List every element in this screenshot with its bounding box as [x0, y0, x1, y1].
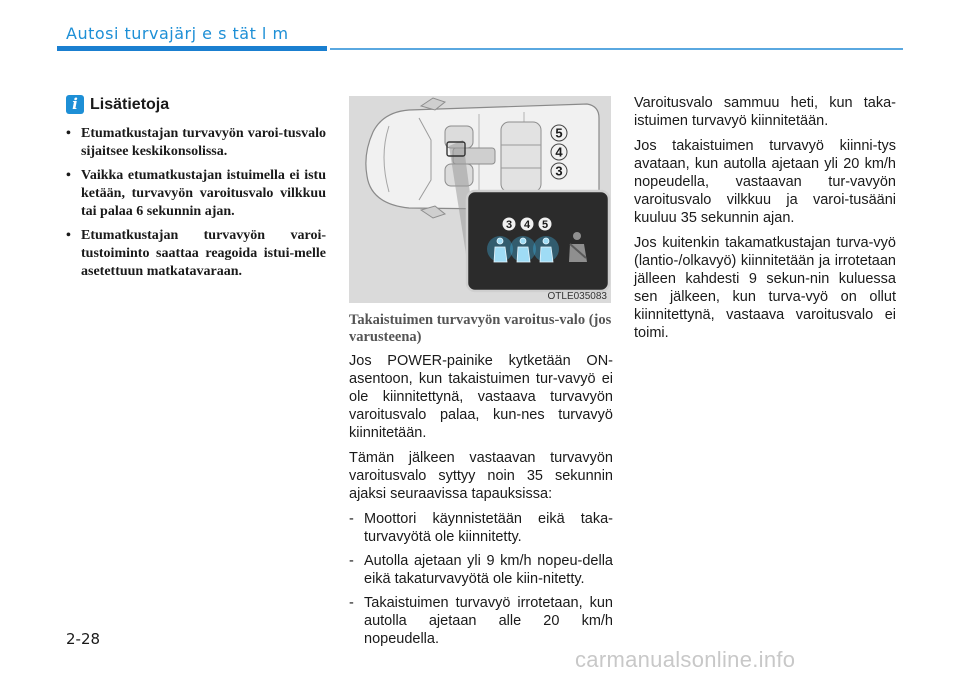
- list-item-text: Takaistuimen turvavyö irrotetaan, kun autolla ajetaan alle 20 km/h nopeudella.: [364, 595, 613, 647]
- watermark: carmanualsonline.info: [575, 647, 796, 672]
- info-heading: [66, 95, 169, 114]
- bullet-text: Vaikka etumatkustajan istuimella ei istu ketään, turvavyön varoitusvalo vilkkuu tai palaa 6 sekunnin ajan.: [81, 168, 326, 219]
- bullet-text: Etumatkustajan turvavyön varoi-tustoiminto saattaa reagoida istui-melle asetettuun matkatavaraan.: [81, 228, 326, 279]
- bullet-dot: •: [66, 168, 71, 183]
- seatbelt-icon: [494, 247, 507, 262]
- info-bullet: [66, 227, 326, 281]
- bullet-text: Etumatkustajan turvavyön varoi-tusvalo sijaitsee keskikonsolissa.: [81, 126, 326, 159]
- seatbelt-figure: [349, 96, 611, 303]
- seatbelt-icon: [517, 247, 530, 262]
- seatbelt-icon: [520, 238, 526, 244]
- panel-number-5: 5: [541, 219, 549, 231]
- rear-seatbelt-icons: [487, 236, 559, 262]
- bullet-dot: •: [66, 126, 71, 141]
- seatbelt-warning-panel: [467, 191, 609, 291]
- paragraph: Varoitusvalo sammuu heti, kun taka-istuimen turvavyö kiinnitetään.: [634, 95, 896, 129]
- seatbelt-icon: [497, 238, 503, 244]
- panel-number-4: 4: [523, 219, 531, 231]
- info-title: Lisätietoja: [90, 95, 170, 113]
- info-bullet: [66, 167, 326, 221]
- dash-mark: -: [349, 553, 354, 569]
- list-item-text: Autolla ajetaan yli 9 km/h nopeu-della eikä takaturvavyötä ole kiin-nitetty.: [364, 553, 613, 587]
- seat-number-3: 3: [555, 163, 563, 179]
- paragraph: Jos kuitenkin takamatkustajan turva-vyö (lantio-/olkavyö) kiinnitetään ja irrotetaan jälleen kahdesti 9 sekun-nin kuluessa sen jälkeen, kun turva-vyö on ollut kiinnitettynä, vastaava varoitusvalo ei toimi.: [634, 235, 896, 341]
- middle-column: [349, 312, 613, 654]
- seat-number-4: 4: [555, 144, 563, 160]
- bullet-dot: •: [66, 228, 71, 243]
- car-illustration: [349, 96, 611, 303]
- paragraph: Jos takaistuimen turvavyö kiinni-tys avataan, kun autolla ajetaan yli 20 km/h nopeudella, vastaavan tur-vavyön varoitusvalo vilkkuu ja varoi-tusääni kuuluu 35 sekunnin ajan.: [634, 138, 896, 226]
- seat-number-5: 5: [555, 125, 563, 141]
- paragraph: Jos POWER-painike kytketään ON-asentoon, kun takaistuimen tur-vavyö ei ole kiinnitettynä, vastaava turvavyön varoitusvalo palaa, kun-nes turvavyö kiinnitetään.: [349, 353, 613, 441]
- header-bar-dark: [57, 46, 327, 51]
- list-item-text: Moottori käynnistetään eikä taka-turvavyötä ole kiinnitetty.: [364, 511, 613, 545]
- list-item: [349, 552, 613, 588]
- info-icon: i: [66, 95, 84, 114]
- right-column: [634, 94, 896, 349]
- list-item: [349, 510, 613, 546]
- list-item: [349, 594, 613, 648]
- header-bar-light: [330, 48, 903, 50]
- panel-number-3: 3: [505, 219, 513, 231]
- figure-code: OTLE035083: [547, 291, 607, 302]
- dash-mark: -: [349, 511, 354, 527]
- info-bullets: [66, 125, 326, 287]
- seatbelt-icon: [543, 238, 549, 244]
- dash-mark: -: [349, 595, 354, 611]
- section-title: Autosi turvajärj e s tät l m: [66, 24, 289, 43]
- page-number: 2-28: [66, 630, 101, 648]
- subheading: Takaistuimen turvavyön varoitus-valo (jos varusteena): [349, 312, 612, 345]
- info-bullet: [66, 125, 326, 161]
- seatbelt-icon: [540, 247, 553, 262]
- paragraph: Tämän jälkeen vastaavan turvavyön varoitusvalo syttyy noin 35 sekunnin ajaksi seuraavissa tapauksissa:: [349, 450, 613, 502]
